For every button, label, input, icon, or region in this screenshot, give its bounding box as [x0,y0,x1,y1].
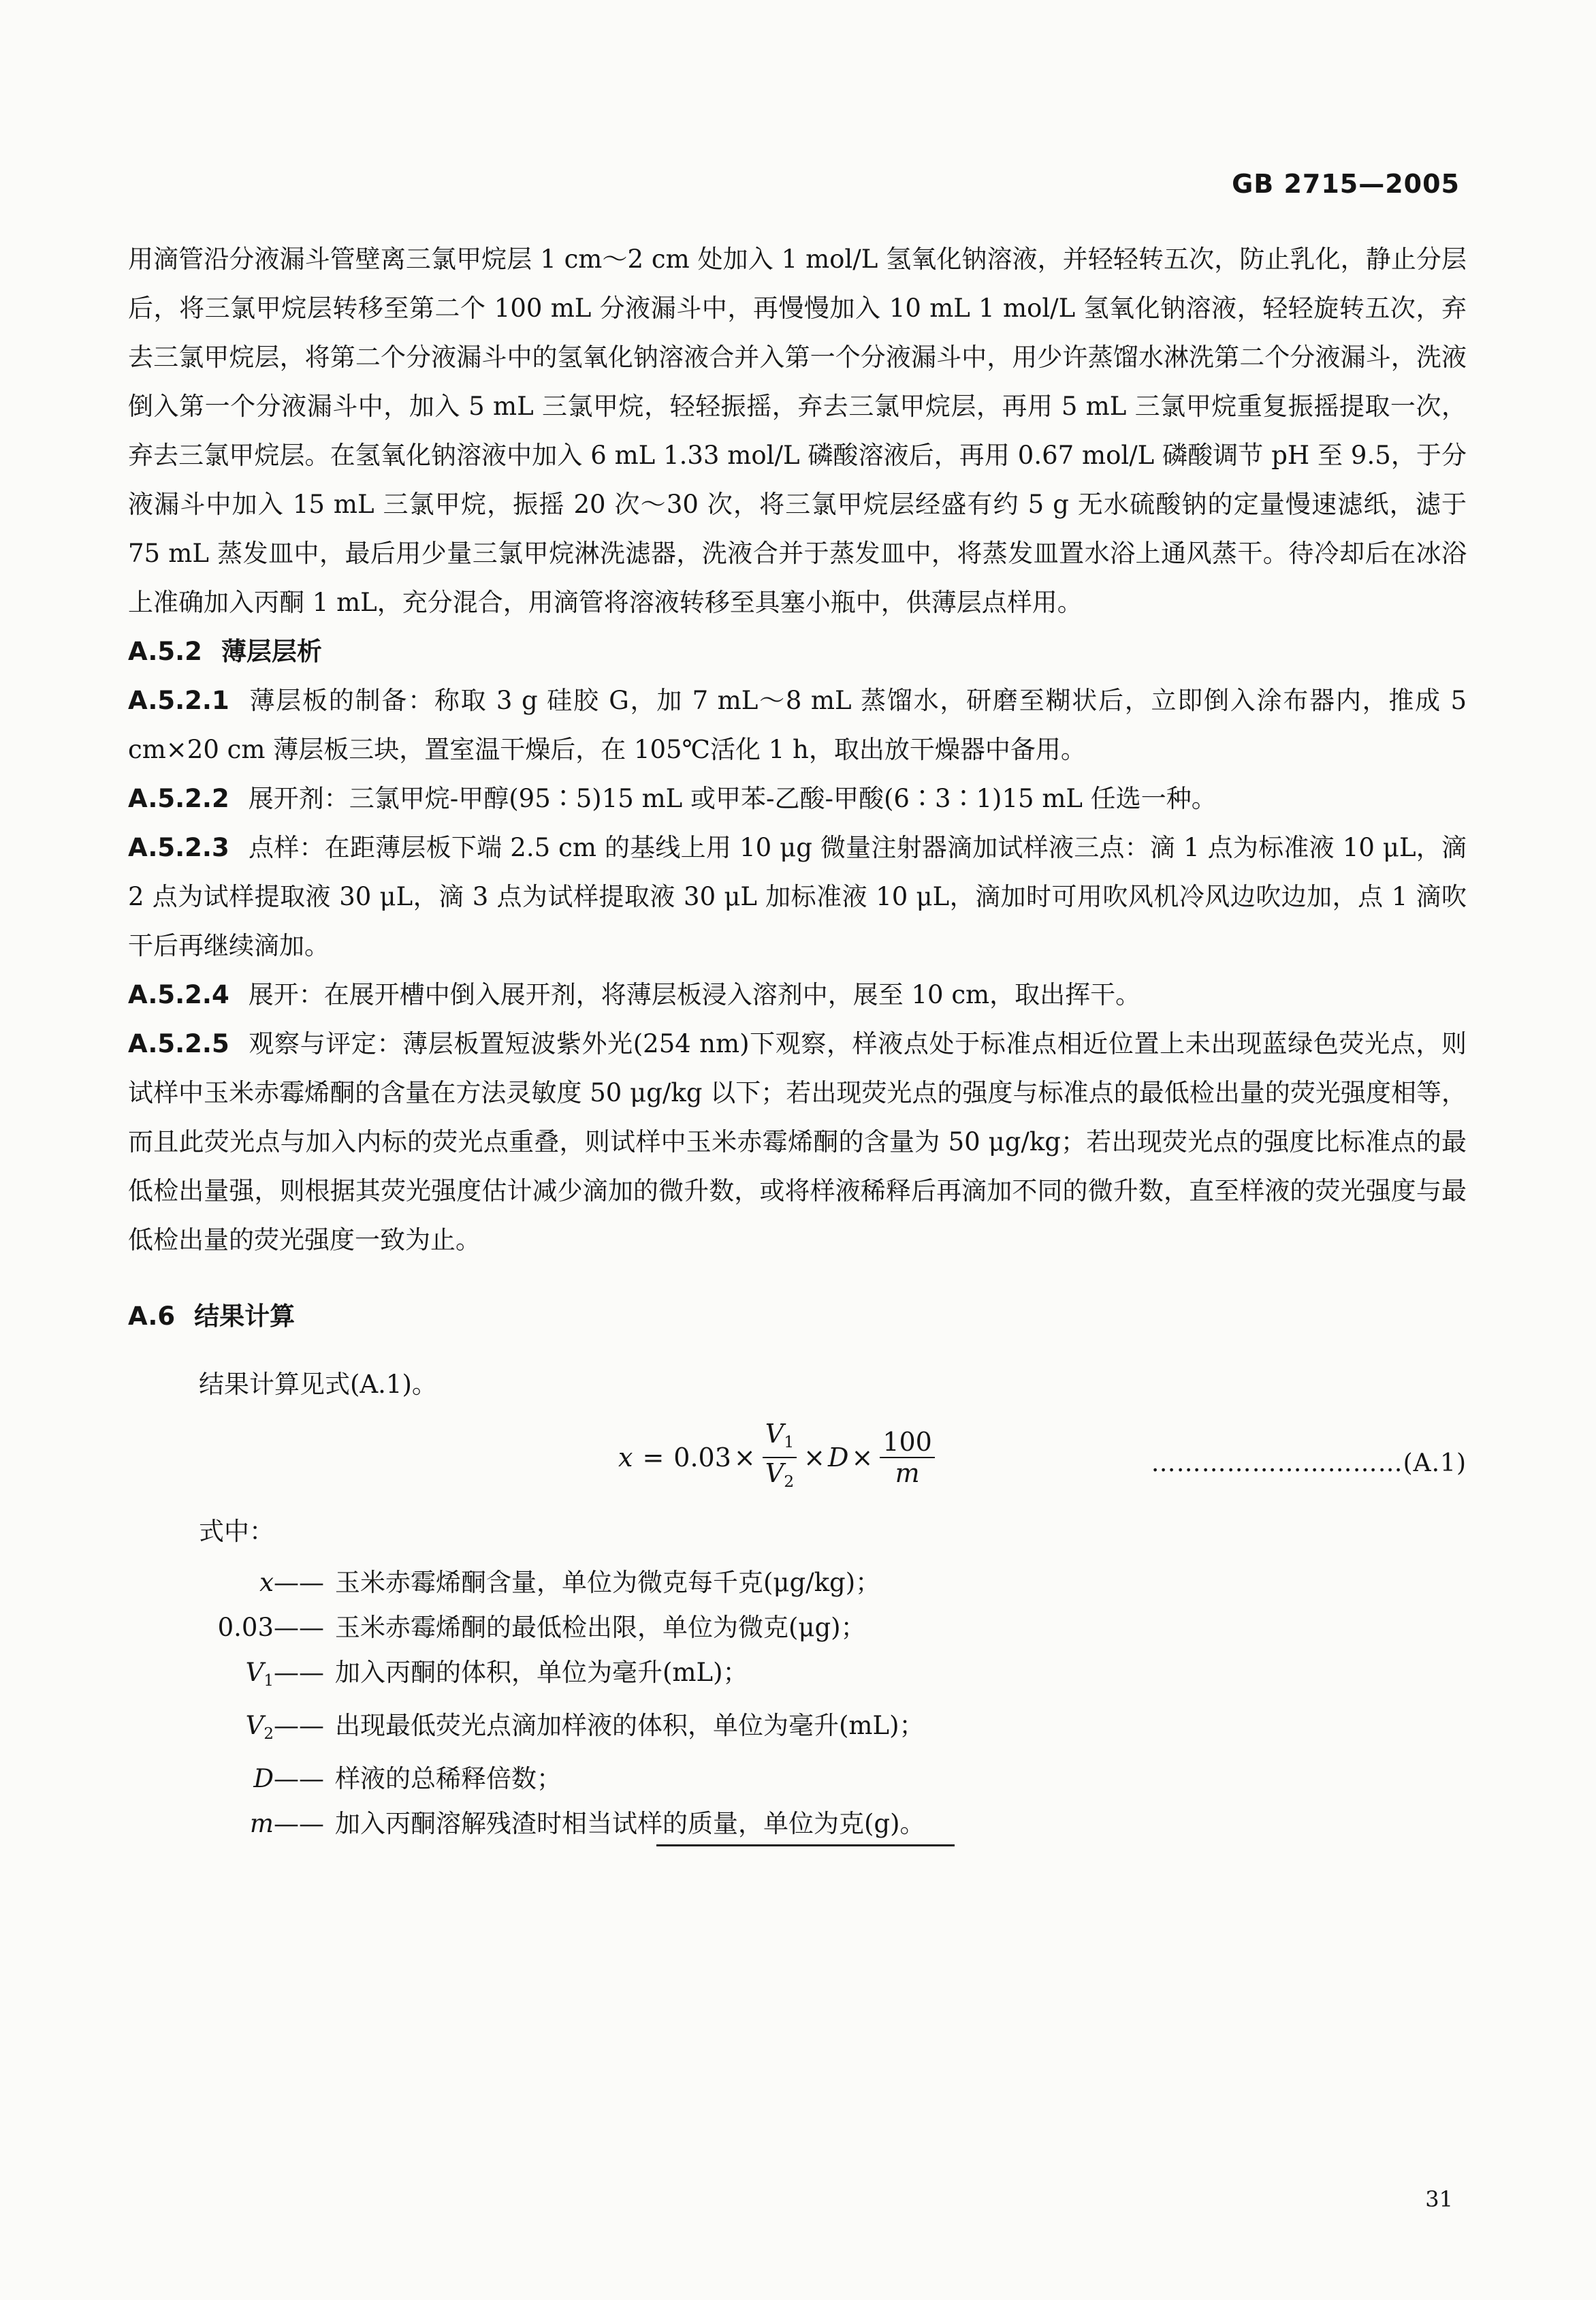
clause-number: A.5.2.3 [128,833,229,862]
clause-text: 展开：在展开槽中倒入展开剂，将薄层板浸入溶剂中，展至 10 cm，取出挥干。 [248,980,1141,1009]
subscript: 2 [264,1724,274,1743]
section-title: 薄层层析 [221,637,322,666]
standard-code: GB 2715—2005 [1232,169,1460,199]
formula [618,1419,939,1496]
body-text [128,235,1467,1846]
subscript: 1 [264,1671,274,1690]
section-a52-heading [128,627,1467,676]
legend-row [128,1801,1467,1846]
legend-dash: —— [274,1710,324,1740]
section-a6-heading [128,1292,1467,1341]
legend-row [128,1703,1467,1756]
fraction-100-m [880,1427,935,1488]
legend-symbol: x [259,1568,274,1597]
section-title: 结果计算 [194,1302,296,1331]
clause-number: A.5.2.1 [128,686,229,715]
fraction-numerator: 100 [880,1427,935,1458]
legend-symbol: 0.03 [217,1613,274,1642]
fraction-denominator: m [895,1458,920,1489]
legend-description: 玉米赤霉烯酮的最低检出限，单位为微克(μg)； [335,1613,866,1642]
end-of-standard-rule [656,1844,955,1846]
var-v: V [245,1658,264,1687]
page-number: 31 [1425,2186,1453,2212]
clause-a5-2-3 [128,823,1467,971]
formula-row [128,1412,1467,1500]
continuation-paragraph: 用滴管沿分液漏斗管壁离三氯甲烷层 1 cm～2 cm 处加入 1 mol/L 氢氧化钠溶液，并轻轻转五次，防止乳化，静止分层后，将三氯甲烷层转移至第二个 100 mL 分液漏斗中，再慢慢加入 10 mL 1 mol/L 氢氧化钠溶液，轻轻旋转五次，弃去三氯甲烷层，将第二个分液漏斗中的氢氧化钠溶液合并入第一个分液漏斗中，用少许蒸馏水淋洗第二个分液漏斗，洗液倒入第一个分液漏斗中，加入 5 mL 三氯甲烷，轻轻振摇，弃去三氯甲烷层，再用 5 mL 三氯甲烷重复振摇提取一次，弃去三氯甲烷层。在氢氧化钠溶液中加入 6 mL 1.33 mol/L 磷酸溶液后，再用 0.67 mol/L 磷酸调节 pH 至 9.5，于分液漏斗中加入 15 mL 三氯甲烷，振摇 20 次～30 次，将三氯甲烷层经盛有约 5 g 无水硫酸钠的定量慢速滤纸，滤于 75 mL 蒸发皿中，最后用少量三氯甲烷淋洗滤器，洗液合并于蒸发皿中，将蒸发皿置水浴上通风蒸干。待冷却后在冰浴上准确加入丙酮 1 mL，充分混合，用滴管将溶液转移至具塞小瓶中，供薄层点样用。 [128,245,1467,617]
clause-text: 薄层板的制备：称取 3 g 硅胶 G，加 7 mL～8 mL 蒸馏水，研磨至糊状后，立即倒入涂布器内，推成 5 cm×20 cm 薄层板三块，置室温干燥后，在 105℃活化 1 h，取出放干燥器中备用。 [128,686,1467,764]
section-number: A.6 [128,1302,176,1331]
legend-description: 加入丙酮的体积，单位为毫升(mL)； [335,1658,748,1687]
fraction-numerator [763,1419,797,1458]
legend-dash: —— [274,1658,324,1687]
clause-text: 展开剂：三氯甲烷-甲醇(95∶5)15 mL 或甲苯-乙酸-甲酸(6∶3∶1)15 mL 任选一种。 [248,784,1217,813]
var-v: V [245,1710,264,1740]
formula-times: × [851,1443,874,1473]
fraction-denominator [765,1458,794,1496]
legend-row [128,1605,1467,1650]
legend-row [128,1756,1467,1801]
var-v: V [765,1458,784,1489]
legend-dash: —— [274,1763,324,1793]
clause-number: A.5.2.5 [128,1029,229,1058]
clause-a5-2-1 [128,676,1467,774]
formula-times: × [733,1443,756,1473]
legend-row [128,1560,1467,1605]
variable-legend [128,1560,1467,1846]
formula-dilution: D [828,1443,849,1473]
legend-symbol [128,1703,274,1756]
formula-lhs: x [618,1443,633,1473]
legend-description: 加入丙酮溶解残渣时相当试样的质量，单位为克(g)。 [335,1808,925,1838]
clause-text: 观察与评定：薄层板置短波紫外光(254 nm)下观察，样液点处于标准点相近位置上未出现蓝绿色荧光点，则试样中玉米赤霉烯酮的含量在方法灵敏度 50 μg/kg 以下；若出现荧光点的强度与标准点的最低检出量的荧光强度相等，而且此荧光点与加入内标的荧光点重叠，则试样中玉米赤霉烯酮的含量为 50 μg/kg；若出现荧光点的强度比标准点的最低检出量强，则根据其荧光强度估计减少滴加的微升数，或将样液稀释后再滴加不同的微升数，直至样液的荧光强度与最低检出量的荧光强度一致为止。 [128,1029,1467,1255]
subscript: 2 [784,1472,795,1492]
clause-number: A.5.2.2 [128,784,229,813]
clause-text: 点样：在距薄层板下端 2.5 cm 的基线上用 10 μg 微量注射器滴加试样液三点：滴 1 点为标准液 10 μL，滴 2 点为试样提取液 30 μL，滴 3 点为试样提取液 30 μL 加标准液 10 μL，滴加时可用吹风机冷风边吹边加，点 1 滴吹干后再继续滴加。 [128,833,1467,960]
section-number: A.5.2 [128,637,202,666]
clause-number: A.5.2.4 [128,980,229,1009]
legend-dash: —— [274,1808,324,1838]
formula-equals: = [642,1443,665,1473]
legend-title: 式中： [199,1517,274,1546]
legend-description: 玉米赤霉烯酮含量，单位为微克每千克(μg/kg)； [335,1568,881,1597]
clause-a5-2-4 [128,971,1467,1020]
clause-a5-2-2 [128,774,1467,823]
var-v: V [765,1419,784,1449]
fraction-v1-v2 [763,1419,797,1496]
legend-dash: —— [274,1568,324,1597]
formula-coef: 0.03 [673,1443,731,1473]
legend-row [128,1650,1467,1703]
legend-dash: —— [274,1613,324,1642]
legend-symbol [128,1650,274,1703]
legend-symbol: m [249,1808,274,1838]
legend-description: 样液的总稀释倍数； [335,1763,562,1793]
formula-intro: 结果计算见式(A.1)。 [199,1370,437,1399]
formula-times: × [803,1443,826,1473]
subscript: 1 [784,1432,795,1452]
legend-symbol: D [253,1763,274,1793]
legend-description: 出现最低荧光点滴加样液的体积，单位为毫升(mL)； [335,1710,925,1740]
clause-a5-2-5 [128,1020,1467,1265]
formula-label: …………………………(A.1) [1151,1449,1467,1477]
